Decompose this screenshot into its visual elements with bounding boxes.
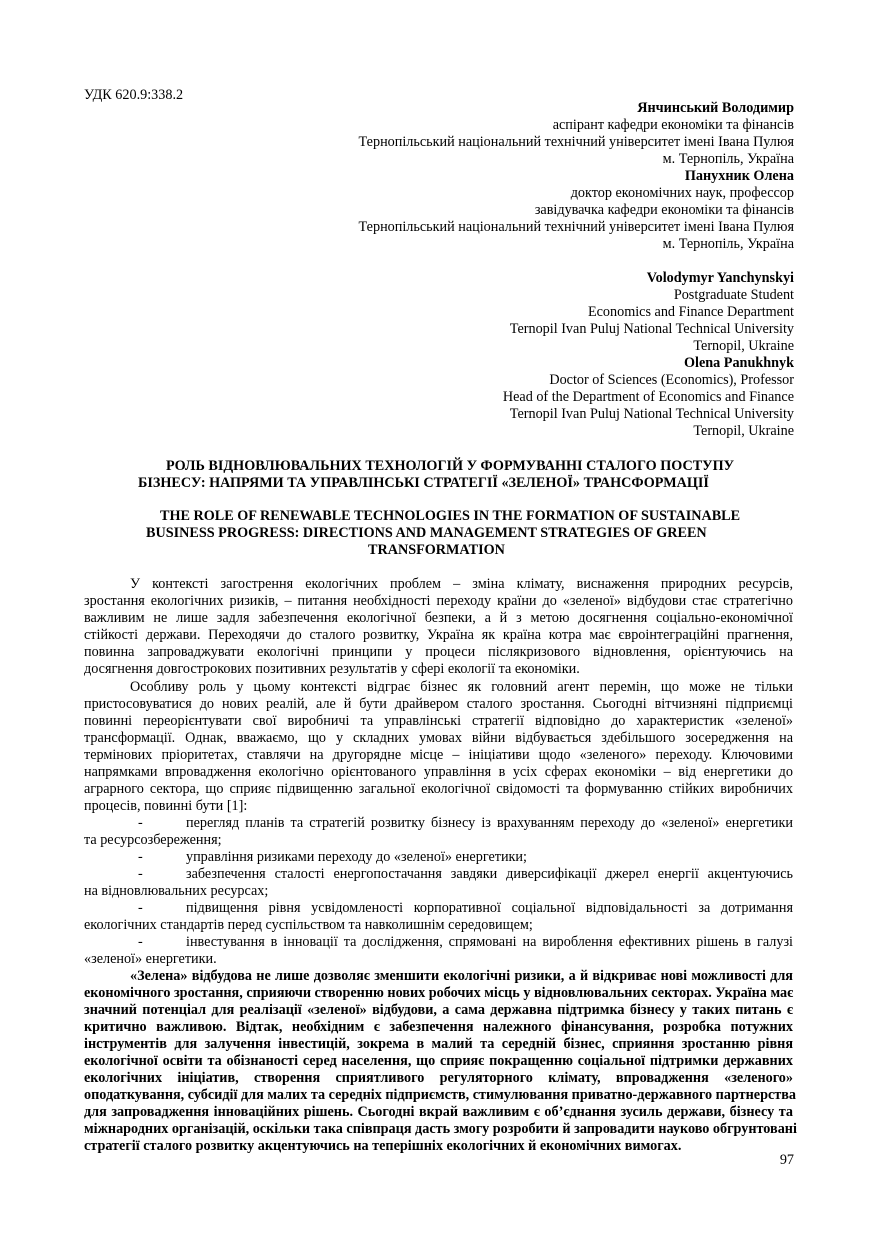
paragraph-line: для запровадження інноваційних рішень. Сьогодні вкрай важливим є об’єднання зусиль держави, бізнесу та bbox=[84, 1104, 793, 1120]
paragraph-line: критично важливою. Відтак, необхідним є забезпечення належного фінансування, розробка потужних bbox=[84, 1019, 793, 1035]
paragraph-line: значний потенціал для реалізації «зеленої» відбудови, а сама державна підтримка бізнесу у таких питань є bbox=[84, 1002, 793, 1018]
title-en-line-3: TRANSFORMATION bbox=[368, 542, 505, 558]
paragraph-line: аграрного сектора, що сприяє підвищенню загальної екологічної свідомості та формуванню стійких виробничих bbox=[84, 781, 793, 797]
paragraph-line: повинні переорієнтувати свої виробничі та управлінські стратегії відповідно до характеристик «зеленої» bbox=[84, 713, 793, 729]
bullet-dash: - bbox=[138, 900, 143, 916]
paragraph-line: інструментів для залучення інвестицій, зокрема в малий та середній бізнес, сприяння зростанню рівня bbox=[84, 1036, 793, 1052]
bullet-item-2: управління ризиками переходу до «зеленої» енергетики; bbox=[186, 849, 527, 865]
title-en-line-2: BUSINESS PROGRESS: DIRECTIONS AND MANAGEMENT STRATEGIES OF GREEN bbox=[146, 525, 707, 541]
paragraph-line: важливим не лише задля забезпечення екологічної безпеки, а й з метою досягнення соціально-економічної bbox=[84, 610, 793, 626]
bullet-item-3-continuation: на відновлювальних ресурсах; bbox=[84, 883, 269, 899]
paragraph-line: екологічних ініціатив, створення сприятливого регуляторного клімату, впровадження «зеленого» bbox=[84, 1070, 793, 1086]
title-uk-line-2: БІЗНЕСУ: НАПРЯМИ ТА УПРАВЛІНСЬКІ СТРАТЕГІЇ «ЗЕЛЕНОЇ» ТРАНСФОРМАЦІЇ bbox=[138, 475, 709, 491]
author-uk-2-city: м. Тернопіль, Україна bbox=[662, 236, 794, 252]
page-number: 97 bbox=[779, 1152, 794, 1168]
bullet-dash: - bbox=[138, 866, 143, 882]
author-uk-1-city: м. Тернопіль, Україна bbox=[662, 151, 794, 167]
author-uk-1-name: Янчинський Володимир bbox=[637, 100, 794, 116]
paragraph-line: екологічної освіти та обізнаності серед населення, що сприяє покращенню соціальної підтримки державних bbox=[84, 1053, 793, 1069]
author-en-2-name: Olena Panukhnyk bbox=[683, 355, 794, 371]
paragraph-line: стратегії сталого розвитку акцентуючись на теперішніх екологічних й економічних вимогах. bbox=[84, 1138, 682, 1154]
bullet-dash: - bbox=[138, 849, 143, 865]
author-uk-2-name: Панухник Олена bbox=[684, 168, 794, 184]
paragraph-line: У контексті загострення екологічних проблем – зміна клімату, виснаження природних ресурсів, bbox=[130, 576, 793, 592]
paragraph-line: зростання екологічних ризиків, – питання необхідності переходу країни до «зеленої» відбудови стає стратегічно bbox=[84, 593, 793, 609]
bullet-item-4-continuation: екологічних стандартів перед суспільством та навколишнім середовищем; bbox=[84, 917, 533, 933]
paragraph-line: термінових пріоритетах, ставлячи на другорядне місце – ініціативи щодо «зеленого» переходу. Ключовими bbox=[84, 747, 793, 763]
paragraph-line: Особливу роль у цьому контексті відграє бізнес як головний агент перемін, що може не тільки bbox=[130, 679, 793, 695]
paragraph-line: «Зелена» відбудова не лише дозволяє зменшити екологічні ризики, а й відкриває нові можливості для bbox=[130, 968, 793, 984]
author-en-1-position: Postgraduate Student bbox=[673, 287, 794, 303]
title-uk-line-1: РОЛЬ ВІДНОВЛЮВАЛЬНИХ ТЕХНОЛОГІЙ У ФОРМУВАННІ СТАЛОГО ПОСТУПУ bbox=[166, 458, 735, 474]
paragraph-line: оподаткування, субсидії для малих та середніх підприємств, стимулювання приватно-державного партнерства bbox=[84, 1087, 796, 1103]
bullet-dash: - bbox=[138, 815, 143, 831]
udc-code: УДК 620.9:338.2 bbox=[84, 87, 184, 103]
author-uk-2-position: завідувачка кафедри економіки та фінансів bbox=[534, 202, 794, 218]
author-en-1-city: Ternopil, Ukraine bbox=[693, 338, 794, 354]
bullet-item-3: забезпечення сталості енергопостачання завдяки диверсифікації джерел енергії акцентуючись bbox=[186, 866, 793, 882]
paragraph-line: повинна запроваджувати екологічні принципи у процеси післякризового відновлення, орієнтуючись на bbox=[84, 644, 793, 660]
title-en-line-1: THE ROLE OF RENEWABLE TECHNOLOGIES IN THE FORMATION OF SUSTAINABLE bbox=[160, 508, 741, 524]
author-en-1-department: Economics and Finance Department bbox=[587, 304, 794, 320]
author-en-2-city: Ternopil, Ukraine bbox=[693, 423, 794, 439]
bullet-dash: - bbox=[138, 934, 143, 950]
bullet-item-5-continuation: «зеленої» енергетики. bbox=[84, 951, 217, 967]
author-en-1-name: Volodymyr Yanchynskyi bbox=[646, 270, 794, 286]
paragraph-line: процесів, повинні бути [1]: bbox=[84, 798, 248, 814]
paragraph-line: трансформації. Однак, вважаємо, що у складних умовах війни відбувається здебільшого зосередження на bbox=[84, 730, 793, 746]
author-uk-2-degree: доктор економічних наук, профессор bbox=[570, 185, 794, 201]
paragraph-line: пристосовуватися до нових реалій, але й бути драйвером сталого зростання. Сьогодні вітчизняні підприємці bbox=[84, 696, 793, 712]
author-uk-1-university: Тернопільський національний технічний університет імені Івана Пулюя bbox=[358, 134, 794, 150]
paragraph-line: досягнення довгострокових позитивних результатів у сфері екології та економіки. bbox=[84, 661, 580, 677]
paragraph-line: міжнародних організацій, оскільки така співпраця дасть змогу розробити й запровадити науково обгрунтовані bbox=[84, 1121, 797, 1137]
author-en-2-position: Head of the Department of Economics and Finance bbox=[502, 389, 794, 405]
bullet-item-1-continuation: та ресурсозбереження; bbox=[84, 832, 222, 848]
author-en-2-degree: Doctor of Sciences (Economics), Professor bbox=[549, 372, 794, 388]
author-en-2-university: Ternopil Ivan Puluj National Technical University bbox=[509, 406, 794, 422]
bullet-item-1: перегляд планів та стратегій розвитку бізнесу із врахуванням переходу до «зеленої» енергетики bbox=[186, 815, 793, 831]
paragraph-line: стійкості держави. Переходячи до сталого розвитку, Україна як країна котра має євроінтеграційні прагнення, bbox=[84, 627, 793, 643]
bullet-item-4: підвищення рівня усвідомленості корпоративної соціальної відповідальності за дотримання bbox=[186, 900, 793, 916]
paragraph-line: напрямками впровадження екологічно орієнтованого управління в усіх сферах економіки – від енергетики до bbox=[84, 764, 793, 780]
bullet-item-5: інвестування в інновації та дослідження, спрямовані на вироблення ефективних рішень в галузі bbox=[186, 934, 793, 950]
author-uk-2-university: Тернопільський національний технічний університет імені Івана Пулюя bbox=[358, 219, 794, 235]
author-uk-1-position: аспірант кафедри економіки та фінансів bbox=[552, 117, 794, 133]
paragraph-line: економічного зростання, сприяючи створенню нових робочих місць у відновлювальних секторах. Україна має bbox=[84, 985, 794, 1001]
author-en-1-university: Ternopil Ivan Puluj National Technical University bbox=[509, 321, 794, 337]
